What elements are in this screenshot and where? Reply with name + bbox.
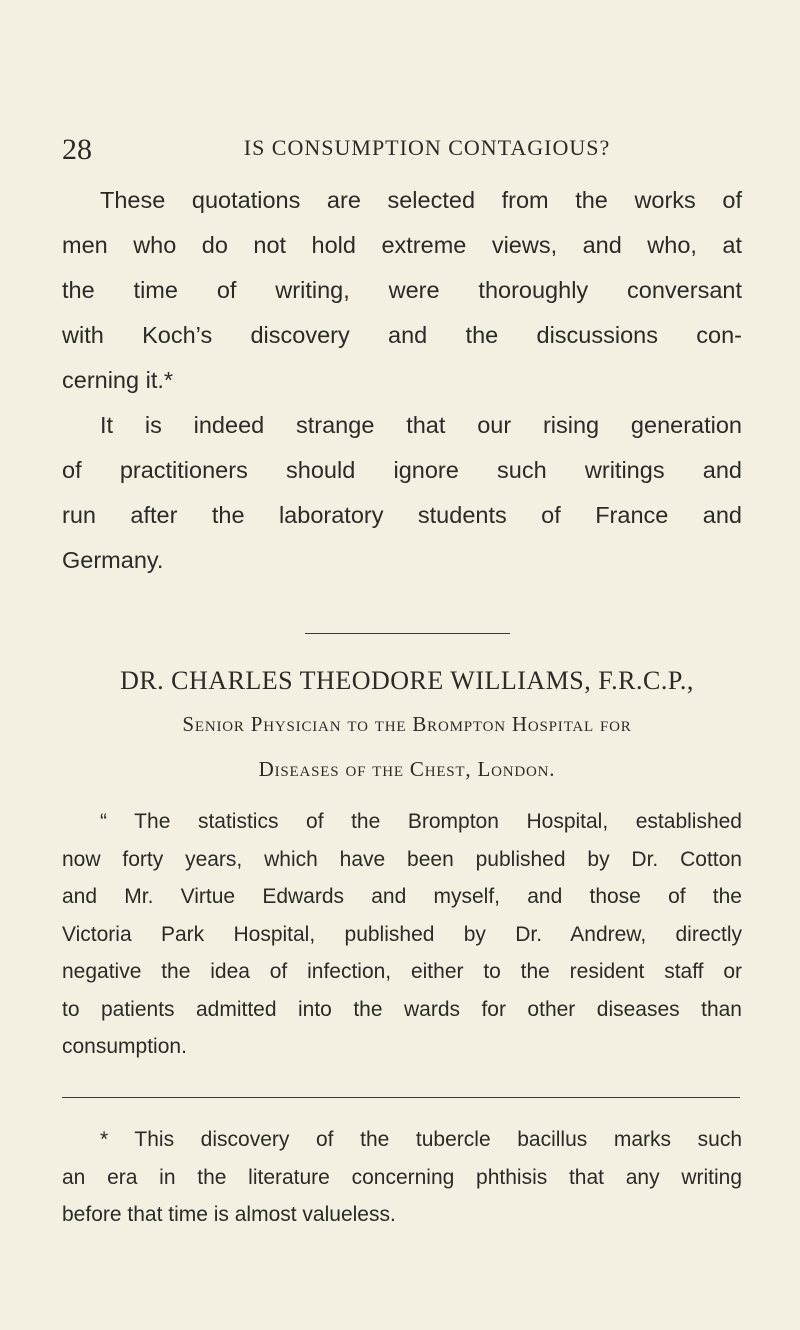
text-line: men who do not hold extreme views, and who, at (62, 232, 742, 258)
text-line: It is indeed strange that our rising generation (100, 412, 742, 438)
footnote-line: * This discovery of the tubercle bacillus marks such (100, 1128, 742, 1151)
footnote-line: before that time is almost valueless. (62, 1203, 396, 1226)
section-heading-title-continued: Diseases of the Chest, London. (258, 757, 556, 781)
quote-line: consumption. (62, 1035, 187, 1058)
text-line: These quotations are selected from the works of (100, 187, 742, 213)
text-line: run after the laboratory students of France and (62, 502, 742, 528)
section-heading-title: Senior Physician to the Brompton Hospital for (182, 712, 632, 736)
quote-line: now forty years, which have been published by Dr. Cotton (62, 847, 742, 871)
text-line: cerning it.* (62, 367, 174, 393)
page-number: 28 (62, 133, 92, 166)
running-head: IS CONSUMPTION CONTAGIOUS? (243, 135, 611, 160)
quotation-block (62, 803, 742, 1066)
paragraph-quotations (62, 178, 742, 583)
text-line: of practitioners should ignore such writings and (62, 457, 742, 483)
text-line: the time of writing, were thoroughly conversant (62, 277, 742, 303)
quote-line: to patients admitted into the wards for other diseases than (62, 997, 742, 1021)
quote-line: and Mr. Virtue Edwards and myself, and those of the (62, 885, 742, 908)
section-divider (305, 633, 510, 634)
section-heading-name: DR. CHARLES THEODORE WILLIAMS, F.R.C.P., (120, 666, 694, 695)
text-line: Germany. (62, 547, 164, 573)
page-header (62, 133, 752, 173)
quote-line: “ The statistics of the Brompton Hospital, established (100, 810, 742, 833)
quote-line: Victoria Park Hospital, published by Dr. Andrew, directly (62, 922, 742, 946)
footnote-line: an era in the literature concerning phthisis that any writing (62, 1165, 742, 1189)
text-line: with Koch’s discovery and the discussions con- (62, 322, 742, 348)
footnote (62, 1121, 742, 1234)
quote-line: negative the idea of infection, either to the resident staff or (62, 960, 742, 983)
footnote-divider (62, 1097, 740, 1098)
